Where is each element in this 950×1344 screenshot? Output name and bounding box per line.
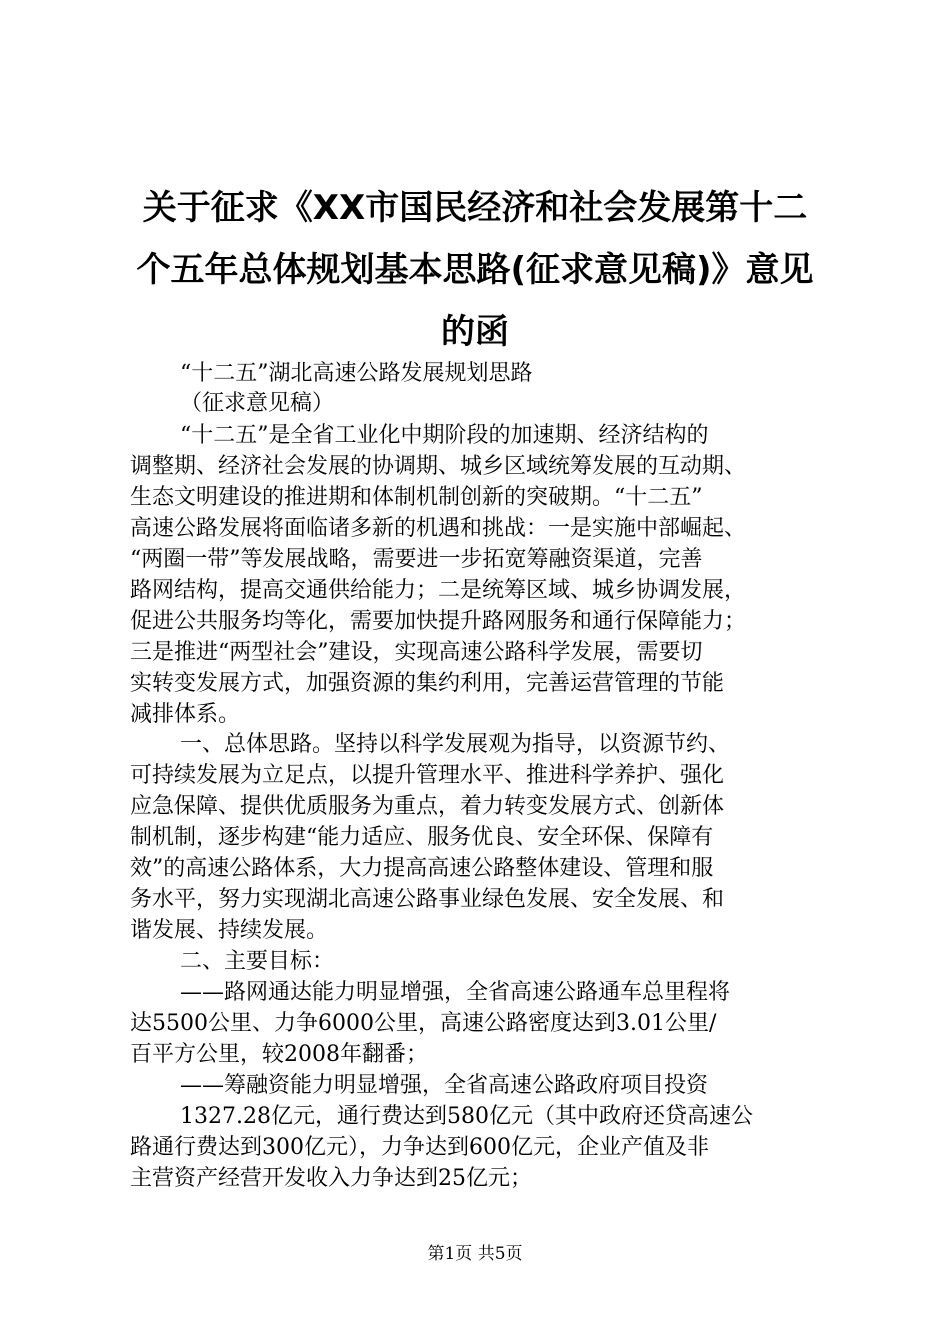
paragraph-line: 一、总体思路。坚持以科学发展观为指导，以资源节约、 bbox=[180, 732, 731, 757]
paragraph-line: 效”的高速公路体系，大力提高高速公路整体建设、管理和服 bbox=[130, 856, 714, 881]
paragraph-line: 实转变发展方式，加强资源的集约利用，完善运营管理的节能 bbox=[130, 671, 725, 696]
paragraph-line: 二、主要目标： bbox=[180, 949, 335, 974]
paragraph-line: 应急保障、提供优质服务为重点，着力转变发展方式、创新体 bbox=[130, 794, 725, 819]
paragraph-line: 务水平，努力实现湖北高速公路事业绿色发展、安全发展、和 bbox=[130, 887, 725, 912]
paragraph-line: 1327.28亿元，通行费达到580亿元（其中政府还贷高速公 bbox=[180, 1104, 753, 1129]
paragraph-line: 百平方公里，较2008年翻番； bbox=[130, 1042, 428, 1067]
paragraph-line: 三是推进“两型社会”建设，实现高速公路科学发展，需要切 bbox=[130, 640, 703, 665]
paragraph-line: 可持续发展为立足点，以提升管理水平、推进科学养护、强化 bbox=[130, 763, 725, 788]
paragraph-line: 主营资产经营开发收入力争达到25亿元； bbox=[130, 1166, 532, 1191]
paragraph-line: 调整期、经济社会发展的协调期、城乡区域统筹发展的互动期、 bbox=[130, 454, 747, 479]
subtitle-line: “十二五”湖北高速公路发展规划思路 bbox=[180, 361, 533, 386]
paragraph-line: 生态文明建设的推进期和体制机制创新的突破期。“十二五” bbox=[130, 485, 703, 510]
paragraph-line: 路通行费达到300亿元），力争达到600亿元，企业产值及非 bbox=[130, 1135, 709, 1160]
paragraph-line: “两圈一带”等发展战略，需要进一步拓宽筹融资渠道，完善 bbox=[130, 547, 703, 572]
paragraph-line: 路网结构，提高交通供给能力；二是统筹区域、城乡协调发展， bbox=[130, 578, 747, 603]
paragraph-line: 减排体系。 bbox=[130, 702, 241, 727]
title-line-2: 个五年总体规划基本思路(征求意见稿)》意见 bbox=[136, 250, 814, 290]
page-footer: 第1页 共5页 bbox=[427, 1244, 523, 1264]
paragraph-line: “十二五”是全省工业化中期阶段的加速期、经济结构的 bbox=[180, 423, 709, 448]
title-line-3: 的函 bbox=[441, 312, 509, 352]
paragraph-line: 制机制，逐步构建“能力适应、服务优良、安全环保、保障有 bbox=[130, 825, 714, 850]
paragraph-line: 谐发展、持续发展。 bbox=[130, 918, 329, 943]
paragraph-line: ——路网通达能力明显增强，全省高速公路通车总里程将 bbox=[180, 980, 731, 1005]
paragraph-line: 高速公路发展将面临诸多新的机遇和挑战：一是实施中部崛起、 bbox=[130, 516, 747, 541]
paragraph-line: ——筹融资能力明显增强，全省高速公路政府项目投资 bbox=[180, 1073, 709, 1098]
title-line-1: 关于征求《XX市国民经济和社会发展第十二 bbox=[142, 188, 808, 228]
paragraph-line: 达5500公里、力争6000公里，高速公路密度达到3.01公里/ bbox=[130, 1011, 717, 1036]
paragraph-line: 促进公共服务均等化，需要加快提升路网服务和通行保障能力； bbox=[130, 609, 747, 634]
draft-note-line: （征求意见稿） bbox=[180, 391, 335, 416]
